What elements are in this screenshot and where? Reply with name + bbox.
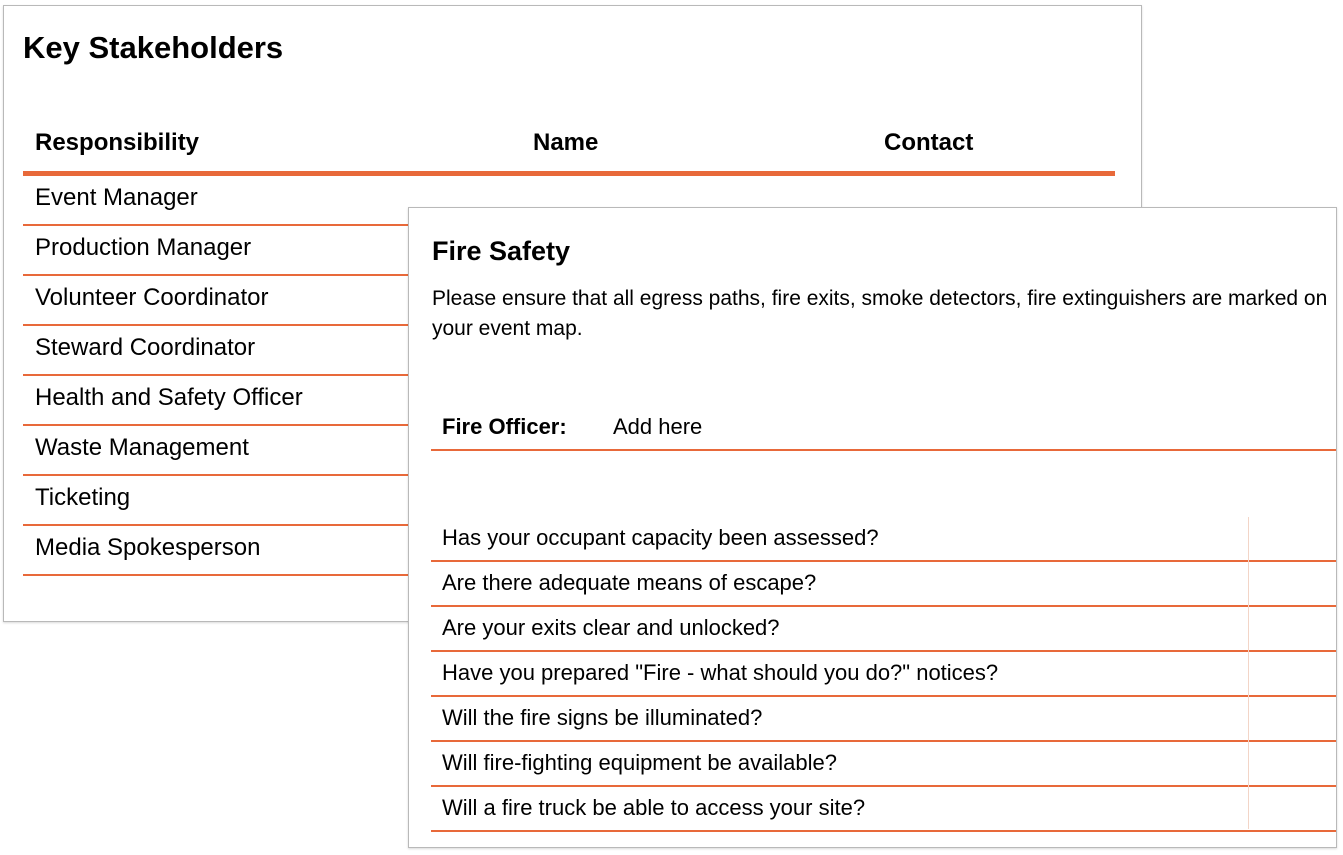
fire-safety-card [408,207,1337,848]
checklist-row [431,742,1336,787]
column-header-contact: Contact [884,129,974,156]
checklist-row [431,697,1336,742]
checklist-question: Have you prepared "Fire - what should you do?" notices? [442,660,999,685]
fire-officer-label: Fire Officer: [442,414,567,439]
checklist-question: Will fire-fighting equipment be available? [442,750,837,775]
checklist-question: Will a fire truck be able to access your site? [442,795,866,820]
checklist-row [431,562,1336,607]
checklist-answer-column-divider [1248,517,1249,829]
stakeholder-row-production-manager: Production Manager [23,226,1115,276]
stakeholder-row-waste-management: Waste Management [23,426,1115,476]
checklist-row [431,652,1336,697]
column-header-responsibility: Responsibility [35,129,200,156]
fire-officer-row [431,408,1336,451]
checklist-question: Are there adequate means of escape? [442,570,817,595]
stakeholder-row-ticketing: Ticketing [23,476,1115,526]
fire-officer-field[interactable]: Add here [613,414,703,439]
stakeholder-row-health-safety-officer: Health and Safety Officer [23,376,1115,426]
stakeholder-row-event-manager: Event Manager [23,176,1115,226]
checklist-question: Will the fire signs be illuminated? [442,705,763,730]
checklist-row [431,607,1336,652]
fire-checklist [431,517,1336,832]
fire-safety-description: Please ensure that all egress paths, fire exits, smoke detectors, fire extinguishers are marked on your event map. [432,287,1328,340]
stakeholder-row-volunteer-coordinator: Volunteer Coordinator [23,276,1115,326]
fire-safety-title: Fire Safety [432,236,571,266]
stakeholder-row-media-spokesperson: Media Spokesperson [23,526,1115,576]
stakeholder-row-steward-coordinator: Steward Coordinator [23,326,1115,376]
column-header-name: Name [533,129,599,156]
stakeholders-title: Key Stakeholders [23,30,284,65]
checklist-question: Has your occupant capacity been assessed? [442,525,879,550]
stakeholders-table-header [23,126,1115,176]
checklist-row [431,517,1336,562]
checklist-row [431,787,1336,832]
checklist-question: Are your exits clear and unlocked? [442,615,780,640]
